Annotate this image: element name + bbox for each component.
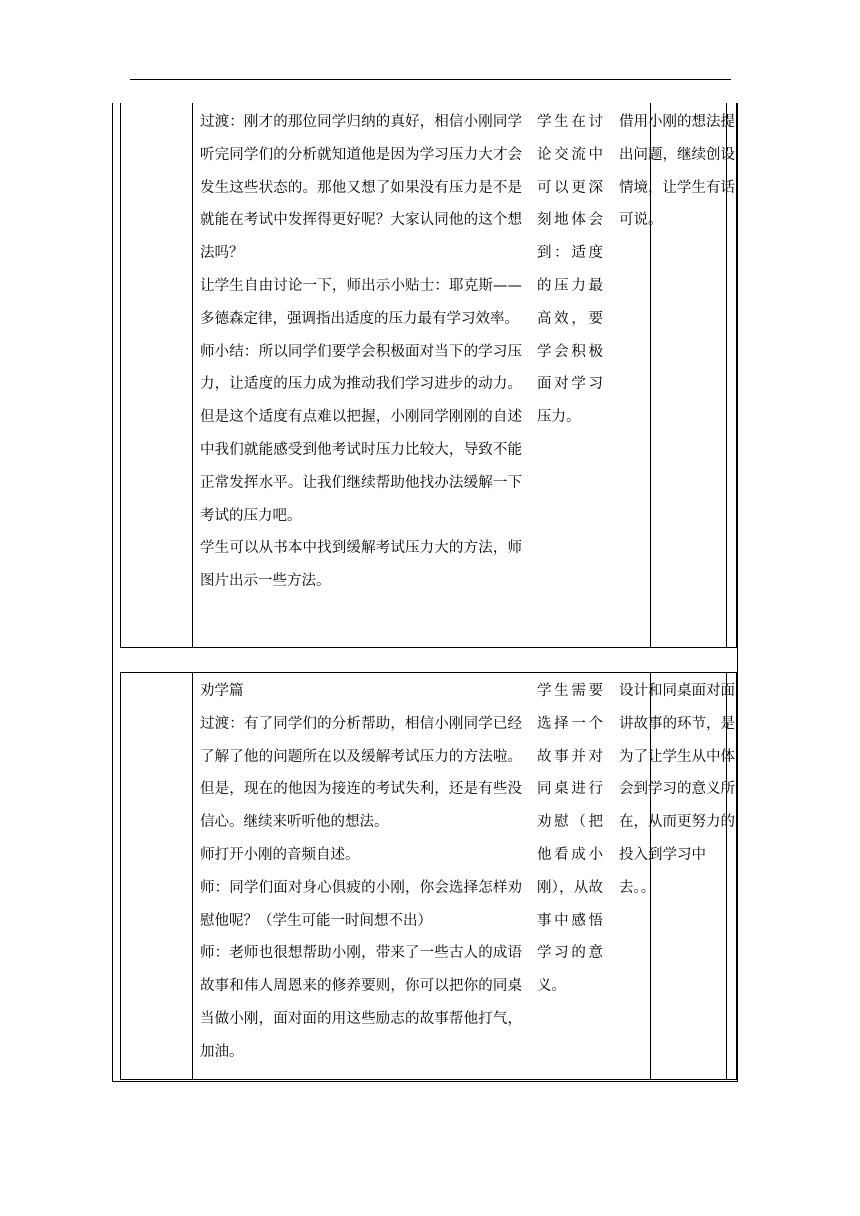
paragraph: 师：老师也很想帮助小刚，带来了一些古人的成语故事和伟人周恩来的修养要则，你可以把你的同桌当做小刚，面对面的用这些励志的故事帮他打气，加油。 [200, 945, 522, 1060]
teacher-activity-cell-2 [200, 675, 522, 1069]
student-activity-text: 学生在讨论交流中可以更深刻地体会到：适度的压力最高效，要学会积极面对学习压力。 [537, 114, 603, 426]
paragraph: 过渡：刚才的那位同学归纳的真好，相信小刚同学听完同学们的分析就知道他是因为学习压力大才会发生这些状态的。那他又想了如果没有压力是不是就能在考试中发挥得更好呢？大家认同他的这个想法吗？ [200, 114, 522, 262]
stage-column [121, 673, 193, 1079]
design-intent-cell-2 [619, 675, 737, 905]
paragraph: 师小结：所以同学们要学会积极面对当下的学习压力，让适度的压力成为推动我们学习进步的动力。但是这个适度有点难以把握，小刚同学刚刚的自述中我们就能感受到他考试时压力比较大，导致不能正常发挥水平。让我们继续帮助他找办法缓解一下考试的压力吧。 [200, 343, 522, 524]
stage-column [121, 103, 193, 647]
design-intent-text: 设计和同桌面对面讲故事的环节，是为了让学生从中体会到学习的意义所在，从而更努力的投入到学习中去。。 [619, 683, 735, 896]
header-rule [130, 79, 731, 80]
paragraph: 师打开小刚的音频自述。 [200, 846, 360, 863]
paragraph: 过渡：有了同学们的分析帮助，相信小刚同学已经了解了他的问题所在以及缓解考试压力的方法啦。但是，现在的他因为接连的考试失利，还是有些没信心。继续来听听他的想法。 [200, 715, 522, 831]
section-heading: 劝学篇 [200, 683, 244, 699]
design-intent-cell-1 [619, 106, 737, 237]
student-activity-cell-1 [537, 106, 603, 434]
student-activity-text: 学生需要选择一个故事并对同桌进行劝慰（把他看成小刚），从故事中感悟学习的意义。 [537, 683, 603, 995]
teacher-activity-cell-1 [200, 106, 522, 598]
paragraph: 学生可以从书本中找到缓解考试压力大的方法，师图片出示一些方法。 [200, 540, 522, 590]
student-activity-cell-2 [537, 675, 603, 1003]
paragraph: 让学生自由讨论一下，师出示小贴士：耶克斯——多德森定律，强调指出适度的压力最有学习效率。 [200, 277, 522, 327]
paragraph: 师：同学们面对身心俱疲的小刚，你会选择怎样劝慰他呢？（学生可能一时间想不出） [200, 879, 522, 929]
design-intent-text: 借用小刚的想法提出问题，继续创设情境，让学生有话可说。 [619, 114, 735, 229]
